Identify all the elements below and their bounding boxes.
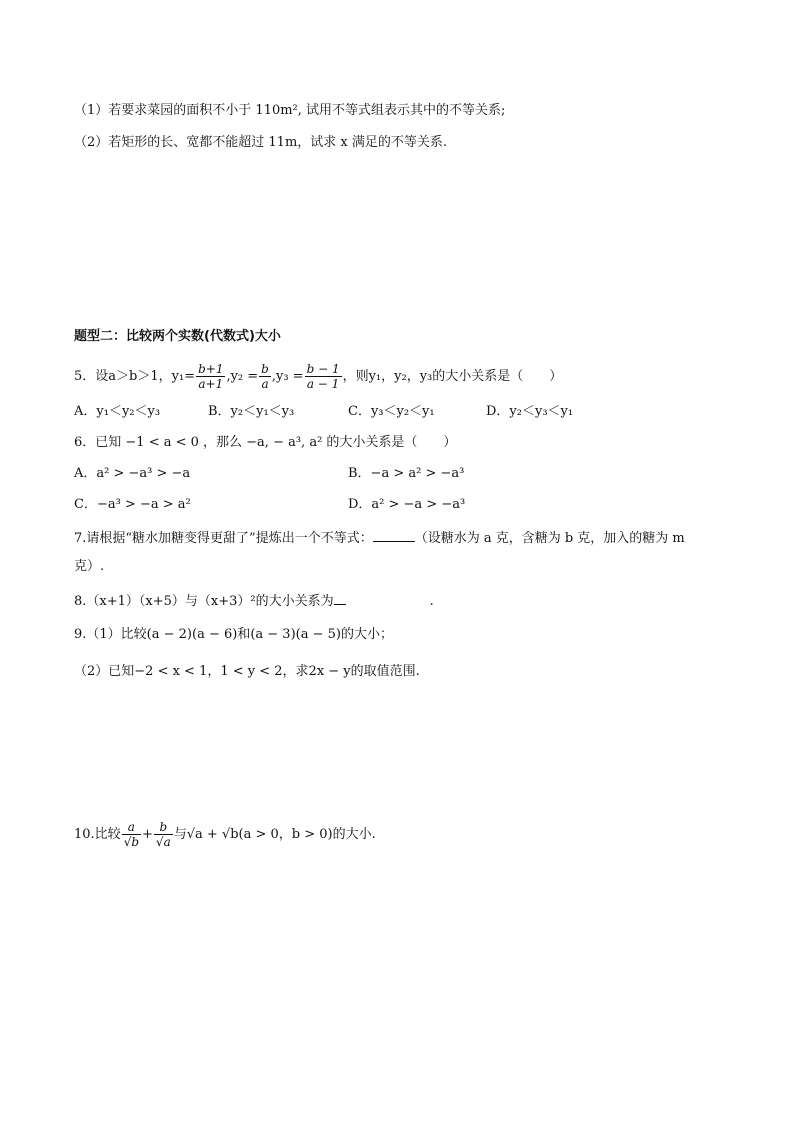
q5-option-d: D．y₂＜y₃＜y₁	[486, 404, 574, 419]
section-title: 题型二：比较两个实数(代数式)大小	[74, 329, 281, 344]
part1-q1: （1）若要求菜园的面积不小于 110m², 试用不等式组表示其中的不等关系;	[74, 103, 506, 118]
q5-y2-num: b	[261, 362, 269, 376]
q10-fraction-1	[122, 820, 141, 849]
q5-stem	[74, 362, 562, 391]
q10-f1-den: √b	[123, 835, 140, 849]
q8-line	[74, 590, 434, 612]
q6-stem: 6．已知 −1 < a < 0 ，那么 −a, − a³, a² 的大小关系是（ ）	[74, 435, 457, 450]
q8-text: 8.（x+1）（x+5）与（x+3）²的大小关系为	[74, 594, 334, 609]
q8-answer-blank	[334, 590, 346, 605]
q5-y2-den: a	[261, 377, 269, 391]
q10-prefix: 10.比较	[74, 827, 121, 842]
q10-f1-num: a	[122, 820, 141, 835]
q7-line1	[74, 527, 685, 549]
q7-answer-blank	[373, 527, 415, 542]
q5-option-a: A．y₁＜y₂＜y₃	[74, 404, 161, 419]
q7-line2: 克）.	[74, 559, 105, 574]
q6-option-b: B．−a > a² > −a³	[348, 466, 465, 481]
q5-option-c: C．y₃＜y₂＜y₁	[348, 404, 435, 419]
q10-line	[74, 820, 376, 850]
q5-y2-fraction	[259, 362, 271, 391]
q5-option-b: B．y₂＜y₁＜y₃	[208, 404, 295, 419]
q10-f2-den: √a	[155, 835, 171, 849]
q8-end: .	[429, 594, 434, 609]
q10-suffix: 与√a + √b(a > 0，b > 0)的大小.	[173, 827, 376, 842]
q5-y1-label: y₁=	[171, 369, 196, 384]
q9-part1: 9.（1）比较(a − 2)(a − 6)和(a − 3)(a − 5)的大小；	[74, 627, 393, 642]
q10-fraction-2	[154, 820, 173, 849]
q5-y1-num: b+1	[198, 362, 224, 376]
q7-part-b: （设糖水为 a 克，含糖为 b 克，加入的糖为 m	[414, 531, 685, 546]
q5-y2-label: ,y₂ =	[226, 369, 259, 384]
q10-plus: +	[142, 827, 153, 842]
q5-prefix: 5．设a＞b＞1，	[74, 369, 172, 384]
q5-y3-fraction	[305, 362, 342, 391]
q5-y3-num: b − 1	[306, 362, 340, 376]
q5-y3-label: ,y₃ =	[271, 369, 304, 384]
q5-y1-fraction	[196, 362, 225, 391]
part1-q2: （2）若矩形的长、宽都不能超过 11m，试求 x 满足的不等关系.	[74, 135, 448, 150]
q9-part2: （2）已知−2 < x < 1，1 < y < 2，求2x − y的取值范围.	[74, 664, 420, 679]
q6-option-a: A．a² > −a³ > −a	[74, 466, 191, 481]
q10-f2-num: b	[154, 820, 173, 835]
q6-option-d: D．a² > −a > −a³	[348, 497, 466, 512]
q6-option-c: C．−a³ > −a > a²	[74, 497, 191, 512]
q7-part-a: 7.请根据“糖水加糖变得更甜了”提炼出一个不等式：	[74, 531, 373, 546]
q5-y3-den: a − 1	[306, 377, 340, 391]
q5-suffix: ，则y₁，y₂，y₃的大小关系是（ ）	[342, 369, 563, 384]
q5-y1-den: a+1	[198, 377, 224, 391]
